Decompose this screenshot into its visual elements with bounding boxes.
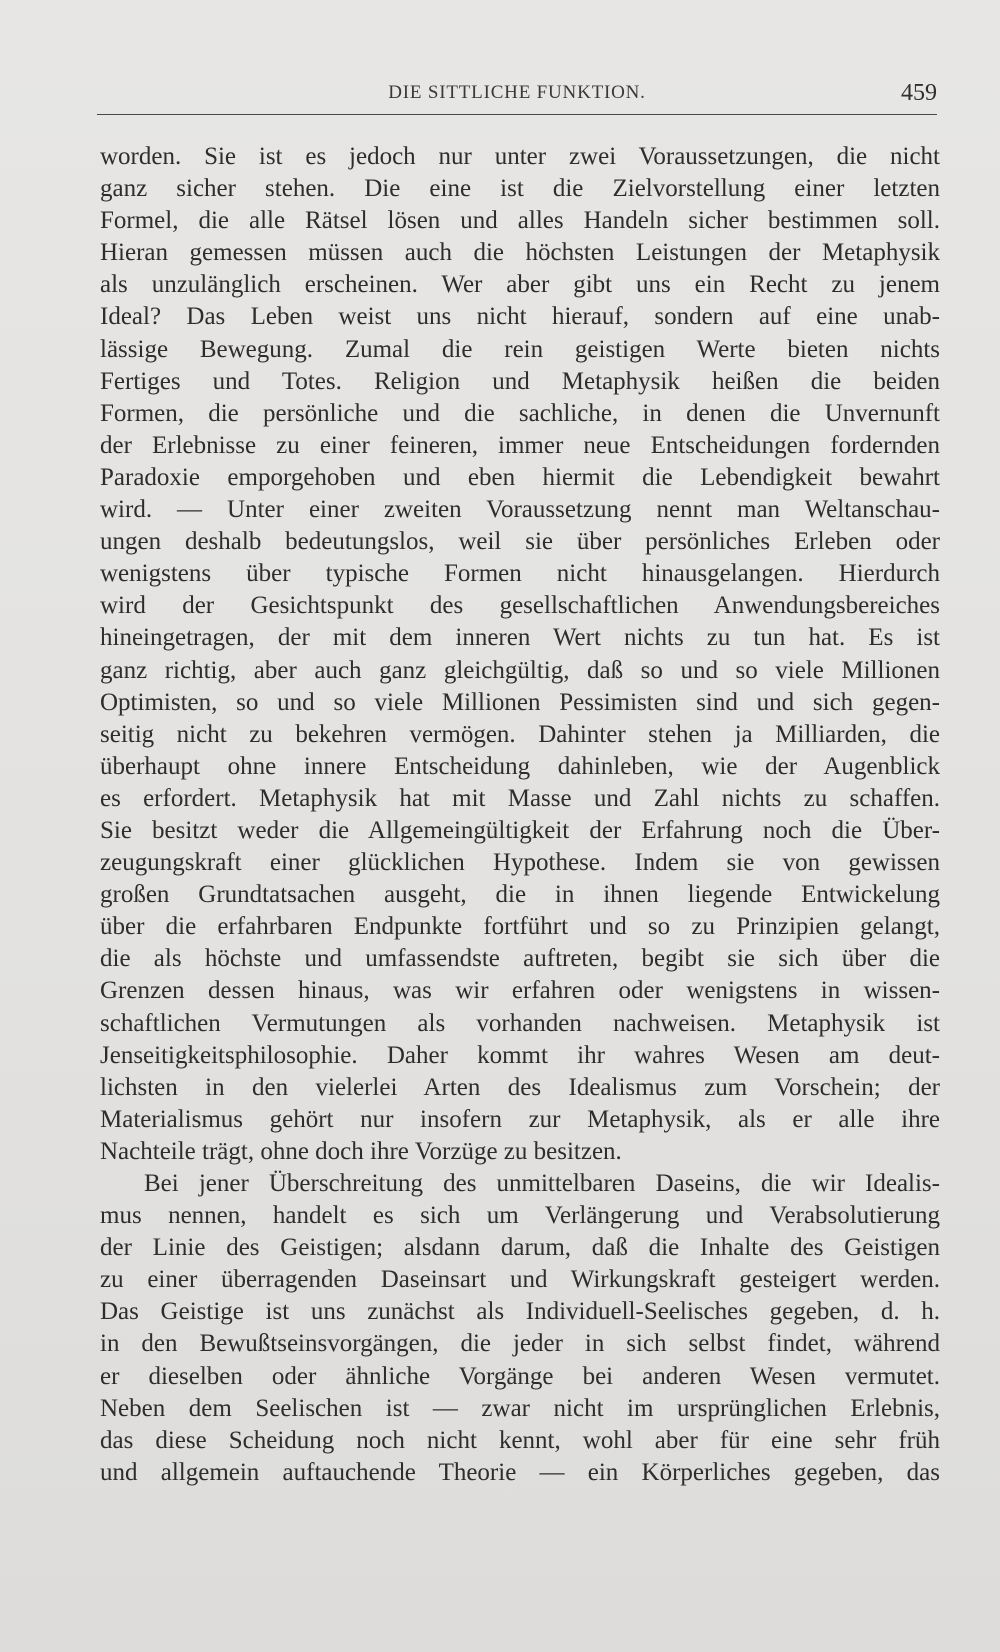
text-line: Formel, die alle Rätsel lösen und alles Handeln sicher bestimmen soll. — [100, 207, 940, 235]
text-line: worden. Sie ist es jedoch nur unter zwei Voraussetzungen, die nicht — [100, 143, 940, 170]
text-line: Jenseitigkeitsphilosophie. Daher kommt ihr wahres Wesen am deut- — [100, 1041, 940, 1069]
text-line: Optimisten, so und so viele Millionen Pessimisten sind und sich gegen- — [100, 688, 940, 716]
text-line: der Erlebnisse zu einer feineren, immer neue Entscheidungen fordernden — [100, 431, 940, 459]
text-line: Nachteile trägt, ohne doch ihre Vorzüge zu besitzen. — [100, 1137, 622, 1165]
text-line: Hieran gemessen müssen auch die höchsten Leistungen der Metaphysik — [100, 239, 940, 267]
text-line: hineingetragen, der mit dem inneren Wert nichts zu tun hat. Es ist — [100, 624, 940, 652]
text-line: überhaupt ohne innere Entscheidung dahinleben, wie der Augenblick — [100, 752, 940, 780]
text-line: und allgemein auftauchende Theorie — ein Körperliches gegeben, das — [100, 1458, 940, 1486]
page-number: 459 — [901, 80, 937, 106]
body-text — [100, 141, 940, 1489]
text-line: Paradoxie emporgehoben und eben hiermit die Lebendigkeit bewahrt — [100, 463, 940, 491]
text-line: Ideal? Das Leben weist uns nicht hierauf, sondern auf eine unab- — [100, 303, 940, 331]
text-line: Neben dem Seelischen ist — zwar nicht im ursprünglichen Erlebnis, — [100, 1394, 940, 1422]
text-line: seitig nicht zu bekehren vermögen. Dahinter stehen ja Milliarden, die — [100, 720, 940, 748]
paragraph-2 — [100, 1168, 940, 1489]
text-line: die als höchste und umfassendste auftreten, begibt sie sich über die — [100, 945, 940, 973]
text-line: in den Bewußtseinsvorgängen, die jeder in sich selbst findet, während — [100, 1330, 940, 1358]
text-line: Formen, die persönliche und die sachliche, in denen die Unvernunft — [100, 399, 940, 427]
text-line: Sie besitzt weder die Allgemeingültigkeit der Erfahrung noch die Über- — [100, 816, 940, 844]
text-line: wird. — Unter einer zweiten Voraussetzung nennt man Weltanschau- — [100, 496, 940, 524]
text-line: wird der Gesichtspunkt des gesellschaftlichen Anwendungsbereiches — [100, 592, 940, 620]
text-line: das diese Scheidung noch nicht kennt, wohl aber für eine sehr früh — [100, 1426, 940, 1454]
text-line: Bei jener Überschreitung des unmittelbaren Daseins, die wir Idealis- — [144, 1170, 940, 1197]
text-line: ganz richtig, aber auch ganz gleichgültig, daß so und so viele Millionen — [100, 656, 940, 684]
text-line: Materialismus gehört nur insofern zur Metaphysik, als er alle ihre — [100, 1105, 940, 1133]
text-line: der Linie des Geistigen; alsdann darum, daß die Inhalte des Geistigen — [100, 1234, 940, 1262]
text-line: als unzulänglich erscheinen. Wer aber gibt uns ein Recht zu jenem — [100, 271, 940, 299]
text-line: ungen deshalb bedeutungslos, weil sie über persönliches Erleben oder — [100, 528, 940, 556]
text-line: wenigstens über typische Formen nicht hinausgelangen. Hierdurch — [100, 560, 940, 588]
running-title: DIE SITTLICHE FUNKTION. — [388, 82, 646, 103]
text-line: es erfordert. Metaphysik hat mit Masse und Zahl nichts zu schaffen. — [100, 784, 940, 812]
text-line: ganz sicher stehen. Die eine ist die Zielvorstellung einer letzten — [100, 175, 940, 203]
header-rule — [97, 114, 937, 115]
text-line: über die erfahrbaren Endpunkte fortführt und so zu Prinzipien gelangt, — [100, 913, 940, 941]
text-line: Fertiges und Totes. Religion und Metaphysik heißen die beiden — [100, 367, 940, 395]
running-head — [97, 82, 937, 112]
text-line: zu einer überragenden Daseinsart und Wirkungskraft gesteigert werden. — [100, 1266, 940, 1294]
text-line: zeugungskraft einer glücklichen Hypothese. Indem sie von gewissen — [100, 849, 940, 877]
text-line: lichsten in den vielerlei Arten des Idealismus zum Vorschein; der — [100, 1073, 940, 1101]
text-line: er dieselben oder ähnliche Vorgänge bei anderen Wesen vermutet. — [100, 1362, 940, 1390]
paragraph-1 — [100, 141, 940, 1168]
text-line: großen Grundtatsachen ausgeht, die in ihnen liegende Entwickelung — [100, 881, 940, 909]
text-line: mus nennen, handelt es sich um Verlängerung und Verabsolutierung — [100, 1202, 940, 1230]
text-line: Das Geistige ist uns zunächst als Individuell-Seelisches gegeben, d. h. — [100, 1298, 940, 1326]
text-line: lässige Bewegung. Zumal die rein geistigen Werte bieten nichts — [100, 335, 940, 363]
text-line: schaftlichen Vermutungen als vorhanden nachweisen. Metaphysik ist — [100, 1009, 940, 1037]
text-line: Grenzen dessen hinaus, was wir erfahren oder wenigstens in wissen- — [100, 977, 940, 1005]
